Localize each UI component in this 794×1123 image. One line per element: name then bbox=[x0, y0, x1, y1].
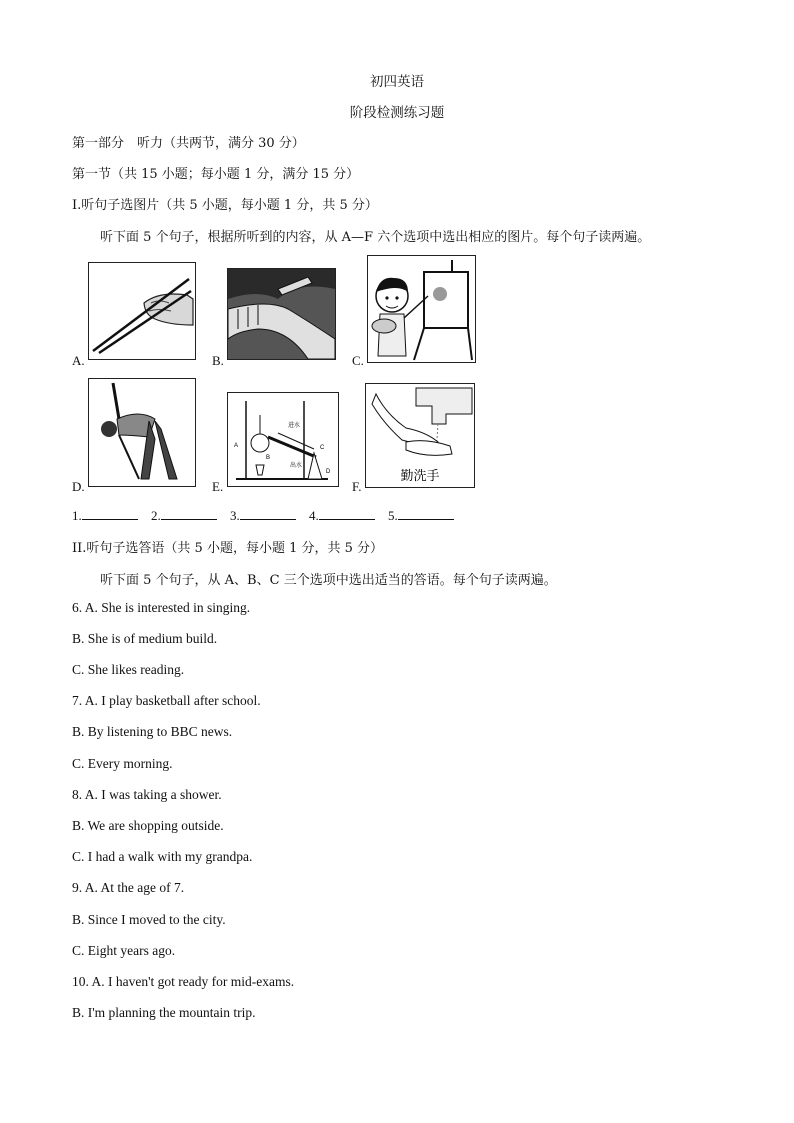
question-line: C. Eight years ago. bbox=[72, 943, 176, 958]
question-line: 10. A. I haven't got ready for mid-exams. bbox=[72, 974, 295, 989]
picture-e bbox=[227, 392, 339, 487]
question-line: C. Every morning. bbox=[72, 756, 173, 771]
picture-a bbox=[88, 262, 196, 360]
chopsticks-hand-icon bbox=[89, 263, 195, 359]
chemistry-apparatus-icon bbox=[228, 393, 338, 486]
answer-blank-1[interactable]: 1. bbox=[72, 507, 138, 524]
apparatus-label-a: A bbox=[234, 443, 239, 449]
picture-f-label: F. bbox=[352, 479, 362, 494]
task2-heading: II.听句子选答语（共 5 小题，每小题 1 分，共 5 分） bbox=[72, 541, 384, 556]
question-line: B. We are shopping outside. bbox=[72, 818, 224, 833]
question-line: 8. A. I was taking a shower. bbox=[72, 787, 222, 802]
page-subtitle: 阶段检测练习题 bbox=[349, 105, 445, 121]
picture-f-caption: 勤洗手 bbox=[400, 469, 440, 484]
question-line: 9. A. At the age of 7. bbox=[72, 880, 185, 895]
apparatus-label-outlet: 出水 bbox=[290, 462, 303, 469]
answer-blank-5[interactable]: 5. bbox=[388, 507, 454, 524]
question-line: B. She is of medium build. bbox=[72, 631, 218, 646]
part-heading: 第一部分 听力（共两节，满分 30 分） bbox=[72, 136, 305, 151]
answer-blank-3[interactable]: 3. bbox=[230, 507, 296, 524]
section-heading: 第一节（共 15 小题；每小题 1 分，满分 15 分） bbox=[72, 167, 360, 182]
page-title: 初四英语 bbox=[370, 74, 424, 90]
picture-c bbox=[367, 255, 476, 363]
picture-b bbox=[227, 268, 336, 360]
question-line: C. She likes reading. bbox=[72, 662, 185, 677]
answer-blank-2[interactable]: 2. bbox=[151, 507, 217, 524]
great-wall-icon bbox=[228, 269, 335, 359]
question-line: B. Since I moved to the city. bbox=[72, 912, 226, 927]
picture-d-label: D. bbox=[72, 479, 85, 494]
answer-blanks bbox=[72, 507, 464, 524]
boy-painting-icon bbox=[368, 256, 475, 362]
picture-f bbox=[365, 383, 475, 488]
question-line: C. I had a walk with my grandpa. bbox=[72, 849, 253, 864]
picture-a-label: A. bbox=[72, 353, 85, 368]
task2-instruction: 听下面 5 个句子，从 A、B、C 三个选项中选出适当的答语。每个句子读两遍。 bbox=[100, 573, 557, 588]
apparatus-label-d: D bbox=[326, 469, 331, 475]
question-line: 6. A. She is interested in singing. bbox=[72, 600, 251, 615]
question-line: B. I'm planning the mountain trip. bbox=[72, 1005, 256, 1020]
stretching-exercise-icon bbox=[89, 379, 195, 486]
picture-e-label: E. bbox=[212, 479, 224, 494]
answer-blank-4[interactable]: 4. bbox=[309, 507, 375, 524]
apparatus-label-inlet: 进水 bbox=[288, 422, 301, 429]
picture-c-label: C. bbox=[352, 353, 364, 368]
picture-d bbox=[88, 378, 196, 487]
apparatus-label-c: C bbox=[320, 445, 325, 451]
picture-b-label: B. bbox=[212, 353, 224, 368]
task1-heading: I.听句子选图片（共 5 小题，每小题 1 分，共 5 分） bbox=[72, 198, 378, 213]
apparatus-label-b: B bbox=[266, 455, 271, 461]
question-line: 7. A. I play basketball after school. bbox=[72, 693, 261, 708]
question-line: B. By listening to BBC news. bbox=[72, 724, 233, 739]
washing-hands-icon bbox=[366, 384, 474, 487]
task1-instruction: 听下面 5 个句子，根据所听到的内容，从 A—F 六个选项中选出相应的图片。每个句子读两遍。 bbox=[100, 230, 651, 245]
